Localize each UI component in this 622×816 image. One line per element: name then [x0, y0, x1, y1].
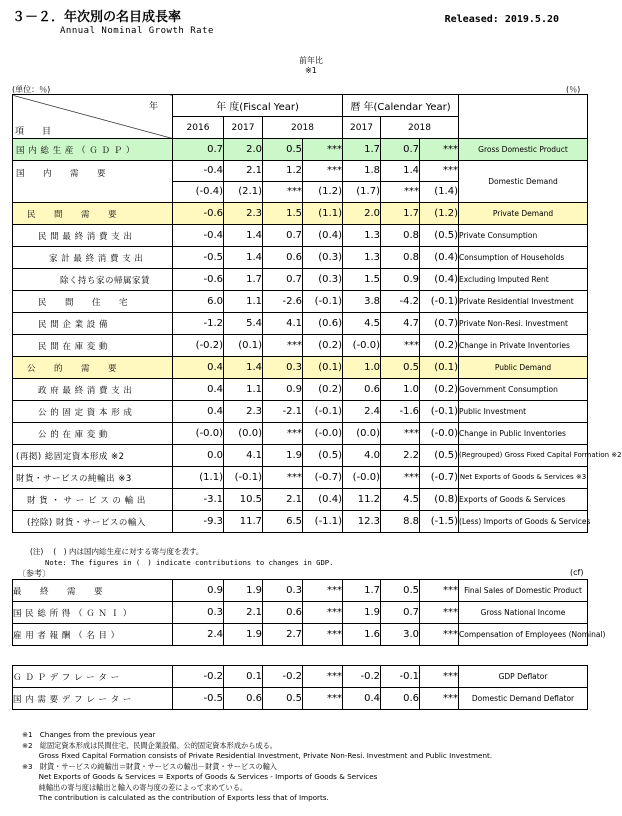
value-cell: (0.0) [343, 423, 381, 445]
value-cell: 1.9 [224, 624, 263, 646]
value-cell: (0.5) [420, 445, 459, 467]
value-cell [263, 161, 303, 203]
value-cell: *** [263, 423, 303, 445]
row-label: Ｇ Ｄ Ｐ デ フ レ ー タ ー [13, 666, 173, 688]
row-english-label: Domestic Demand [459, 161, 588, 203]
table-row [13, 511, 588, 533]
value-cell: *** [263, 467, 303, 489]
value-cell [343, 161, 381, 203]
value-cell: 0.8 [381, 225, 420, 247]
table-row [13, 489, 588, 511]
row-english-label: Final Sales of Domestic Product [459, 580, 588, 602]
table-row [13, 291, 588, 313]
value-cell: (-1.5) [420, 511, 459, 533]
value-cell: 2.0 [224, 139, 263, 161]
row-english-label: Private Residential Investment [459, 291, 588, 313]
value-cell: *** [420, 666, 459, 688]
value-cell: (-0.0) [173, 423, 224, 445]
row-label: 国 内 総 生 産 （ Ｇ Ｄ Ｐ ） [13, 139, 173, 161]
row-label: 国 内 需 要 [13, 161, 173, 203]
value-cell: 11.2 [343, 489, 381, 511]
row-english-label: Consumption of Households [459, 247, 588, 269]
value-cell: 0.8 [381, 247, 420, 269]
value-cell: 2.2 [381, 445, 420, 467]
row-label: 国 民 総 所 得 （ Ｇ Ｎ Ｉ ） [13, 602, 173, 624]
value-cell: *** [303, 139, 343, 161]
row-label: 民 間 企 業 設 備 [13, 313, 173, 335]
value-cell: *** [420, 602, 459, 624]
footnote-line: ※2 総固定資本形成は民間住宅、民間企業設備、公的固定資本形成から成る。 [22, 740, 277, 750]
table-row [13, 445, 588, 467]
table-row [13, 580, 588, 602]
growth-rate-table [12, 94, 622, 533]
value-cell: 0.9 [381, 269, 420, 291]
value-cell: *** [303, 688, 343, 710]
value-cell: -3.1 [173, 489, 224, 511]
value-cell: -4.2 [381, 291, 420, 313]
value-cell: *** [303, 666, 343, 688]
value-cell: (0.6) [303, 313, 343, 335]
value-cell: 0.3 [263, 580, 303, 602]
value-line: -0.4 [203, 165, 223, 176]
row-english-label: Net Exports of Goods & Services ※3 [459, 467, 588, 489]
value-cell: (0.0) [224, 423, 263, 445]
value-cell: 0.3 [173, 602, 224, 624]
value-cell: -1.2 [173, 313, 224, 335]
row-english-label: Domestic Demand Deflator [459, 688, 588, 710]
value-cell: (0.7) [420, 313, 459, 335]
value-cell: (1.1) [173, 467, 224, 489]
value-cell [381, 161, 420, 203]
value-cell: 0.7 [263, 225, 303, 247]
value-cell: 0.1 [224, 666, 263, 688]
value-cell: 0.7 [173, 139, 224, 161]
value-cell: -1.6 [381, 401, 420, 423]
value-cell: -0.2 [343, 666, 381, 688]
value-cell: 10.5 [224, 489, 263, 511]
value-cell: (1.2) [420, 203, 459, 225]
table-row [13, 467, 588, 489]
table-row [13, 313, 588, 335]
value-cell: 1.9 [263, 445, 303, 467]
value-cell: 4.0 [343, 445, 381, 467]
value-cell: (-0.0) [343, 467, 381, 489]
value-cell: (0.1) [303, 357, 343, 379]
value-cell: *** [381, 335, 420, 357]
value-cell: 4.5 [343, 313, 381, 335]
contribution-line: *** [381, 181, 419, 202]
row-label: 国 内 需 要 デ フ レ ー タ ー [13, 688, 173, 710]
table-row [13, 423, 588, 445]
value-cell: 0.4 [173, 357, 224, 379]
table-row [13, 357, 588, 379]
english-column-header [459, 95, 588, 139]
unit-label-left: (単位：％) [12, 85, 51, 94]
year-2017-header: 2017 [224, 117, 263, 139]
value-cell: (0.3) [303, 247, 343, 269]
value-cell: -0.4 [173, 225, 224, 247]
value-cell: 0.4 [173, 379, 224, 401]
value-cell: *** [303, 602, 343, 624]
value-cell: 0.6 [381, 688, 420, 710]
table-row [13, 247, 588, 269]
contribution-line: *** [263, 181, 302, 202]
table-row [13, 401, 588, 423]
row-english-label: Change in Public Inventories [459, 423, 588, 445]
value-cell: 1.3 [343, 225, 381, 247]
row-english-label: Gross National Income [459, 602, 588, 624]
deflator-table [12, 665, 588, 710]
value-cell: (-0.0) [303, 423, 343, 445]
value-cell: 12.3 [343, 511, 381, 533]
value-cell: 0.6 [343, 379, 381, 401]
value-cell [224, 161, 263, 203]
table-row [13, 335, 588, 357]
table-row [13, 139, 588, 161]
value-cell: 1.0 [381, 379, 420, 401]
value-line: *** [443, 165, 459, 176]
cal-year-2018-header: 2018 [381, 117, 459, 139]
value-cell: -0.5 [173, 688, 224, 710]
table-row [13, 688, 588, 710]
value-cell: 1.7 [224, 269, 263, 291]
contribution-line: (1.7) [343, 181, 380, 202]
value-cell: 4.1 [224, 445, 263, 467]
row-label: 除く持ち家の帰属家賃 [13, 269, 173, 291]
row-label: 雇 用 者 報 酬 （ 名 目 ） [13, 624, 173, 646]
value-cell: 3.0 [381, 624, 420, 646]
value-cell: 1.5 [343, 269, 381, 291]
value-cell: (0.3) [303, 269, 343, 291]
value-cell: (0.1) [420, 357, 459, 379]
unit-label-right: (％) [566, 85, 581, 94]
value-cell: 0.4 [343, 688, 381, 710]
value-cell: 0.4 [173, 401, 224, 423]
value-cell [303, 161, 343, 203]
value-cell: (0.2) [420, 379, 459, 401]
prev-year-footnote-mark: ※1 [305, 66, 317, 75]
row-label: 財 貨 ・ サ ー ビ ス の 輸 出 [13, 489, 173, 511]
value-cell: 1.4 [224, 247, 263, 269]
value-cell: 2.0 [343, 203, 381, 225]
row-english-label: Gross Domestic Product [459, 139, 588, 161]
footnote-line: The contribution is calculated as the contribution of Exports less that of Imports. [22, 793, 329, 802]
value-cell: 1.4 [224, 357, 263, 379]
value-cell: 1.7 [343, 139, 381, 161]
row-label: 財貨・サービスの純輸出 ※3 [13, 467, 173, 489]
value-cell: *** [303, 580, 343, 602]
value-cell: (0.5) [303, 445, 343, 467]
row-english-label: Private Demand [459, 203, 588, 225]
value-cell: 1.1 [224, 379, 263, 401]
value-cell: *** [420, 580, 459, 602]
value-cell: (-0.2) [173, 335, 224, 357]
value-cell: 0.5 [381, 580, 420, 602]
row-label: 公 的 固 定 資 本 形 成 [13, 401, 173, 423]
value-cell: (0.5) [420, 225, 459, 247]
row-label: 家 計 最 終 消 費 支 出 [13, 247, 173, 269]
value-cell: -0.2 [263, 666, 303, 688]
value-cell [173, 161, 224, 203]
value-cell: 6.0 [173, 291, 224, 313]
row-english-label: Public Investment [459, 401, 588, 423]
value-cell: (0.8) [420, 489, 459, 511]
value-cell: 1.0 [343, 357, 381, 379]
contribution-line: (1.4) [420, 181, 458, 202]
value-cell: *** [420, 624, 459, 646]
value-cell: (-0.1) [224, 467, 263, 489]
footnote-line: Gross Fixed Capital Formation consists of Private Residential Investment, Private Non-Resi. Investment and Public Investment. [22, 751, 493, 760]
value-cell: 1.7 [343, 580, 381, 602]
value-cell: 1.5 [263, 203, 303, 225]
value-cell: 2.3 [224, 203, 263, 225]
footnote-line: ※3 財貨・サービスの純輸出＝財貨・サービスの輸出－財貨・サービスの輸入 [22, 761, 277, 771]
value-cell: (0.2) [303, 379, 343, 401]
value-cell: 2.4 [343, 401, 381, 423]
row-label: (再掲) 総固定資本形成 ※2 [13, 445, 173, 467]
table-row [13, 624, 588, 646]
row-label: 民 間 住 宅 [13, 291, 173, 313]
value-cell: (0.1) [224, 335, 263, 357]
value-cell: -0.5 [173, 247, 224, 269]
value-cell: (0.2) [303, 335, 343, 357]
reference-unit: (cf) [570, 568, 584, 577]
value-cell: 0.6 [263, 602, 303, 624]
row-label: 民 間 需 要 [13, 203, 173, 225]
row-label: 民 間 最 終 消 費 支 出 [13, 225, 173, 247]
year-2016-header: 2016 [173, 117, 224, 139]
footnote-line: Net Exports of Goods & Services = Exports of Goods & Services - Imports of Goods & Services [22, 772, 378, 781]
value-cell: (0.2) [420, 335, 459, 357]
value-cell: 1.4 [224, 225, 263, 247]
value-cell: (-0.1) [303, 401, 343, 423]
value-cell: 3.8 [343, 291, 381, 313]
value-cell: *** [420, 139, 459, 161]
value-line: 1.4 [403, 165, 419, 176]
value-cell: -0.1 [381, 666, 420, 688]
value-cell: 2.4 [173, 624, 224, 646]
row-label: 最 終 需 要 [13, 580, 173, 602]
table-row [13, 161, 588, 203]
value-cell: (-0.0) [343, 335, 381, 357]
row-label: 政 府 最 終 消 費 支 出 [13, 379, 173, 401]
row-english-label: Private Non-Resi. Investment [459, 313, 588, 335]
value-cell: 0.3 [263, 357, 303, 379]
row-english-label: GDP Deflator [459, 666, 588, 688]
value-cell: 4.1 [263, 313, 303, 335]
value-cell: *** [381, 467, 420, 489]
value-cell: 1.9 [343, 602, 381, 624]
value-cell: 0.7 [381, 139, 420, 161]
value-cell: *** [381, 423, 420, 445]
value-cell: 5.4 [224, 313, 263, 335]
value-cell: 0.7 [381, 602, 420, 624]
value-cell: -9.3 [173, 511, 224, 533]
value-cell: 1.9 [224, 580, 263, 602]
row-english-label: Excluding Imputed Rent [459, 269, 588, 291]
value-line: 2.1 [246, 165, 262, 176]
value-cell: 0.0 [173, 445, 224, 467]
value-cell: 0.9 [173, 580, 224, 602]
value-cell: (-1.1) [303, 511, 343, 533]
value-cell: 0.7 [263, 269, 303, 291]
contribution-line: (-0.4) [173, 181, 223, 202]
value-cell: (-0.1) [420, 291, 459, 313]
reference-table [12, 579, 606, 646]
row-english-label: Compensation of Employees (Nominal) [459, 624, 588, 646]
row-english-label: (Less) Imports of Goods & Services [459, 511, 588, 533]
value-cell: 1.6 [343, 624, 381, 646]
value-cell: 8.8 [381, 511, 420, 533]
table-row [13, 602, 588, 624]
value-cell: 0.6 [224, 688, 263, 710]
table-row [13, 225, 588, 247]
value-cell: (-0.7) [420, 467, 459, 489]
value-line: *** [327, 165, 342, 176]
row-english-label: Private Consumption [459, 225, 588, 247]
value-cell: -2.1 [263, 401, 303, 423]
value-cell: 1.1 [224, 291, 263, 313]
value-cell: -0.6 [173, 269, 224, 291]
value-cell: 6.5 [263, 511, 303, 533]
value-cell: 4.7 [381, 313, 420, 335]
table-row [13, 269, 588, 291]
value-line: 1.8 [364, 165, 380, 176]
value-line: 1.2 [286, 165, 302, 176]
note-contribution-en: Note: The figures in ( ) indicate contributions to changes in GDP. [45, 558, 334, 567]
release-date: Released: 2019.5.20 [444, 14, 559, 25]
contribution-line: (1.2) [303, 181, 342, 202]
value-cell: (-0.7) [303, 467, 343, 489]
value-cell: -2.6 [263, 291, 303, 313]
value-cell: (1.1) [303, 203, 343, 225]
row-label: (控除) 財貨・サービスの輸入 [13, 511, 173, 533]
page-title: ３－２．年次別の名目成長率 [12, 10, 182, 25]
value-cell: (0.4) [303, 225, 343, 247]
value-cell: 1.3 [343, 247, 381, 269]
value-cell: *** [303, 624, 343, 646]
footnote-line: 純輸出の寄与度は輸出と輸入の寄与度の差によって求めている。 [22, 782, 248, 792]
reference-label: 〔参考〕 [18, 569, 50, 578]
header-year-label: 年 [148, 102, 158, 112]
value-cell: -0.6 [173, 203, 224, 225]
value-cell: (0.4) [420, 269, 459, 291]
value-cell: 2.1 [224, 602, 263, 624]
value-cell: 0.5 [381, 357, 420, 379]
footnote-line: ※1 Changes from the previous year [22, 730, 156, 739]
value-cell: 4.5 [381, 489, 420, 511]
cal-year-2017-header: 2017 [343, 117, 381, 139]
value-cell: (0.4) [303, 489, 343, 511]
value-cell [420, 161, 459, 203]
row-english-label: Public Demand [459, 357, 588, 379]
table-row [13, 203, 588, 225]
table-row [13, 666, 588, 688]
value-cell: 0.5 [263, 688, 303, 710]
page-subtitle: Annual Nominal Growth Rate [60, 26, 214, 36]
value-cell: 0.5 [263, 139, 303, 161]
note-contribution-ja: (注) ( ) 内は国内総生産に対する寄与度を表す。 [30, 547, 204, 556]
value-cell: (-0.1) [420, 401, 459, 423]
year-2018-header: 2018 [263, 117, 343, 139]
header-corner-cell [13, 95, 173, 139]
value-cell: 2.1 [263, 489, 303, 511]
row-label: 公 的 在 庫 変 動 [13, 423, 173, 445]
value-cell: (0.4) [420, 247, 459, 269]
value-cell: *** [420, 688, 459, 710]
prev-year-label: 前年比 [299, 56, 323, 65]
value-cell: 1.7 [381, 203, 420, 225]
value-cell: *** [263, 335, 303, 357]
row-label: 民 間 在 庫 変 動 [13, 335, 173, 357]
row-english-label: Exports of Goods & Services [459, 489, 588, 511]
value-cell: 0.9 [263, 379, 303, 401]
value-cell: -0.2 [173, 666, 224, 688]
value-cell: (-0.1) [303, 291, 343, 313]
row-english-label: Government Consumption [459, 379, 588, 401]
prev-year-note [286, 56, 336, 76]
table-row [13, 379, 588, 401]
value-cell: (-0.0) [420, 423, 459, 445]
row-label: 公 的 需 要 [13, 357, 173, 379]
value-cell: 2.3 [224, 401, 263, 423]
row-english-label: (Regrouped) Gross Fixed Capital Formation ※2 [459, 445, 588, 467]
header-item-label: 項 目 [15, 127, 52, 137]
value-cell: 11.7 [224, 511, 263, 533]
value-cell: 0.6 [263, 247, 303, 269]
contribution-line: (2.1) [224, 181, 262, 202]
footnotes [22, 730, 592, 804]
value-cell: 2.7 [263, 624, 303, 646]
row-english-label: Change in Private Inventories [459, 335, 588, 357]
fiscal-year-header: 年 度(Fiscal Year) [173, 95, 343, 117]
calendar-year-header: 暦 年(Calendar Year) [343, 95, 459, 117]
